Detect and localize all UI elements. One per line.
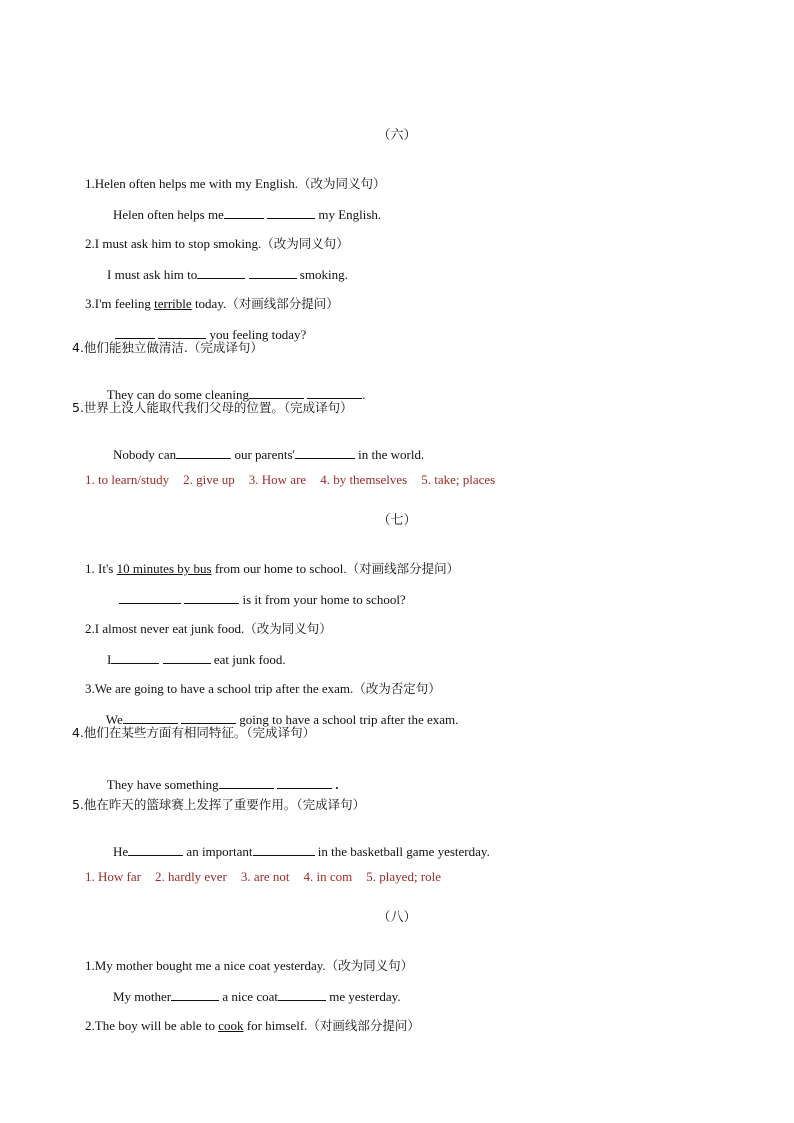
answer-item: 2. hardly ever [154, 869, 227, 884]
question-6-4: 4.他们能独立做清洁.（完成译句） [72, 340, 263, 355]
blank[interactable] [115, 327, 155, 339]
blank[interactable] [224, 207, 264, 219]
blank[interactable] [158, 327, 206, 339]
question-note: （改为否定句） [353, 681, 441, 696]
question-text: 1.Helen often helps me with my English. [85, 176, 299, 191]
fill-text: going to have a school trip after the exam. [239, 712, 459, 727]
fill-text: is it from your home to school? [242, 592, 406, 607]
fill-text: eat junk food. [213, 652, 286, 667]
blank[interactable] [184, 592, 239, 604]
fill-text: an important [186, 844, 253, 859]
fill-text: Helen often helps me [113, 207, 224, 222]
answer-key-7 [72, 853, 455, 901]
blank[interactable] [267, 207, 315, 219]
fill-text: I [107, 652, 112, 667]
blank[interactable] [111, 652, 159, 664]
question-note: （改为同义句） [244, 621, 332, 636]
fill-text: our parents' [234, 447, 295, 462]
blank[interactable] [123, 712, 178, 724]
answer-item: 5. take; places [421, 472, 496, 487]
section-title-8: （八） [377, 910, 417, 925]
answer-item: 2. give up [183, 472, 235, 487]
answer-item: 1. to learn/study [85, 472, 170, 487]
fill-text: in the basketball game yesterday. [317, 844, 490, 859]
blank[interactable] [197, 267, 245, 279]
answer-item: 3. are not [240, 869, 290, 884]
answer-key-6 [72, 456, 509, 504]
question-text: 2.The boy will be able to [85, 1018, 219, 1033]
question-7-4: 4.他们在某些方面有相同特征。（完成译句） [72, 725, 316, 740]
fill-text: in the world. [358, 447, 425, 462]
answer-item: 3. How are [248, 472, 307, 487]
question-note: （改为同义句） [261, 236, 349, 251]
question-text: for himself. [243, 1018, 308, 1033]
fill-text: . [362, 387, 366, 402]
section-title-7: （七） [377, 513, 417, 528]
blank[interactable] [307, 387, 362, 399]
fill-text: me yesterday. [329, 989, 401, 1004]
question-text: today. [191, 296, 227, 311]
blank[interactable] [181, 712, 236, 724]
fill-text: Nobody can [113, 447, 177, 462]
blank[interactable] [219, 777, 274, 789]
underlined-word: cook [218, 1018, 244, 1033]
question-note: （改为同义句） [325, 958, 414, 973]
blank[interactable] [119, 592, 181, 604]
question-text: 3.We are going to have a school trip after the exam. [85, 681, 354, 696]
underlined-word: terrible [154, 296, 192, 311]
question-text: 3.I'm feeling [85, 296, 155, 311]
question-8-2 [72, 1002, 420, 1050]
question-text: 2.I must ask him to stop smoking. [85, 236, 262, 251]
fill-text: you feeling today? [209, 327, 307, 342]
question-text: from our home to school. [211, 561, 347, 576]
answer-item: 4. in com [303, 869, 353, 884]
question-7-5: 5.他在昨天的篮球赛上发挥了重要作用。（完成译句） [72, 797, 366, 812]
blank[interactable] [163, 652, 211, 664]
blank[interactable] [278, 989, 326, 1001]
fill-text: We [105, 712, 123, 727]
answer-item: 1. How far [85, 869, 141, 884]
question-6-5: 5.世界上没人能取代我们父母的位置。（完成译句） [72, 400, 353, 415]
blank[interactable] [171, 989, 219, 1001]
question-note: （对画线部分提问） [346, 561, 460, 576]
fill-text: a nice coat [222, 989, 278, 1004]
blank[interactable] [249, 267, 297, 279]
question-note: （对画线部分提问） [307, 1018, 420, 1033]
question-text: 2.I almost never eat junk food. [85, 621, 245, 636]
fill-text: my English. [318, 207, 382, 222]
fill-text: They can do some cleaning [106, 387, 249, 402]
section-title-6: （六） [377, 128, 417, 143]
question-note: （对画线部分提问） [226, 296, 339, 311]
blank[interactable] [249, 387, 304, 399]
answer-item: 5. played; role [366, 869, 442, 884]
question-note: （改为同义句） [298, 176, 386, 191]
answer-item: 4. by themselves [320, 472, 408, 487]
fill-text: He [113, 844, 129, 859]
question-text: 1.My mother bought me a nice coat yesterday. [85, 958, 326, 973]
fill-text: My mother [113, 989, 172, 1004]
fill-text: I must ask him to [107, 267, 198, 282]
fill-text: They have something [106, 777, 219, 792]
underlined-phrase: 10 minutes by bus [116, 561, 212, 576]
blank[interactable] [277, 777, 332, 789]
fill-text: . [335, 777, 339, 792]
question-text: 1. It's [85, 561, 117, 576]
fill-text: smoking. [299, 267, 348, 282]
